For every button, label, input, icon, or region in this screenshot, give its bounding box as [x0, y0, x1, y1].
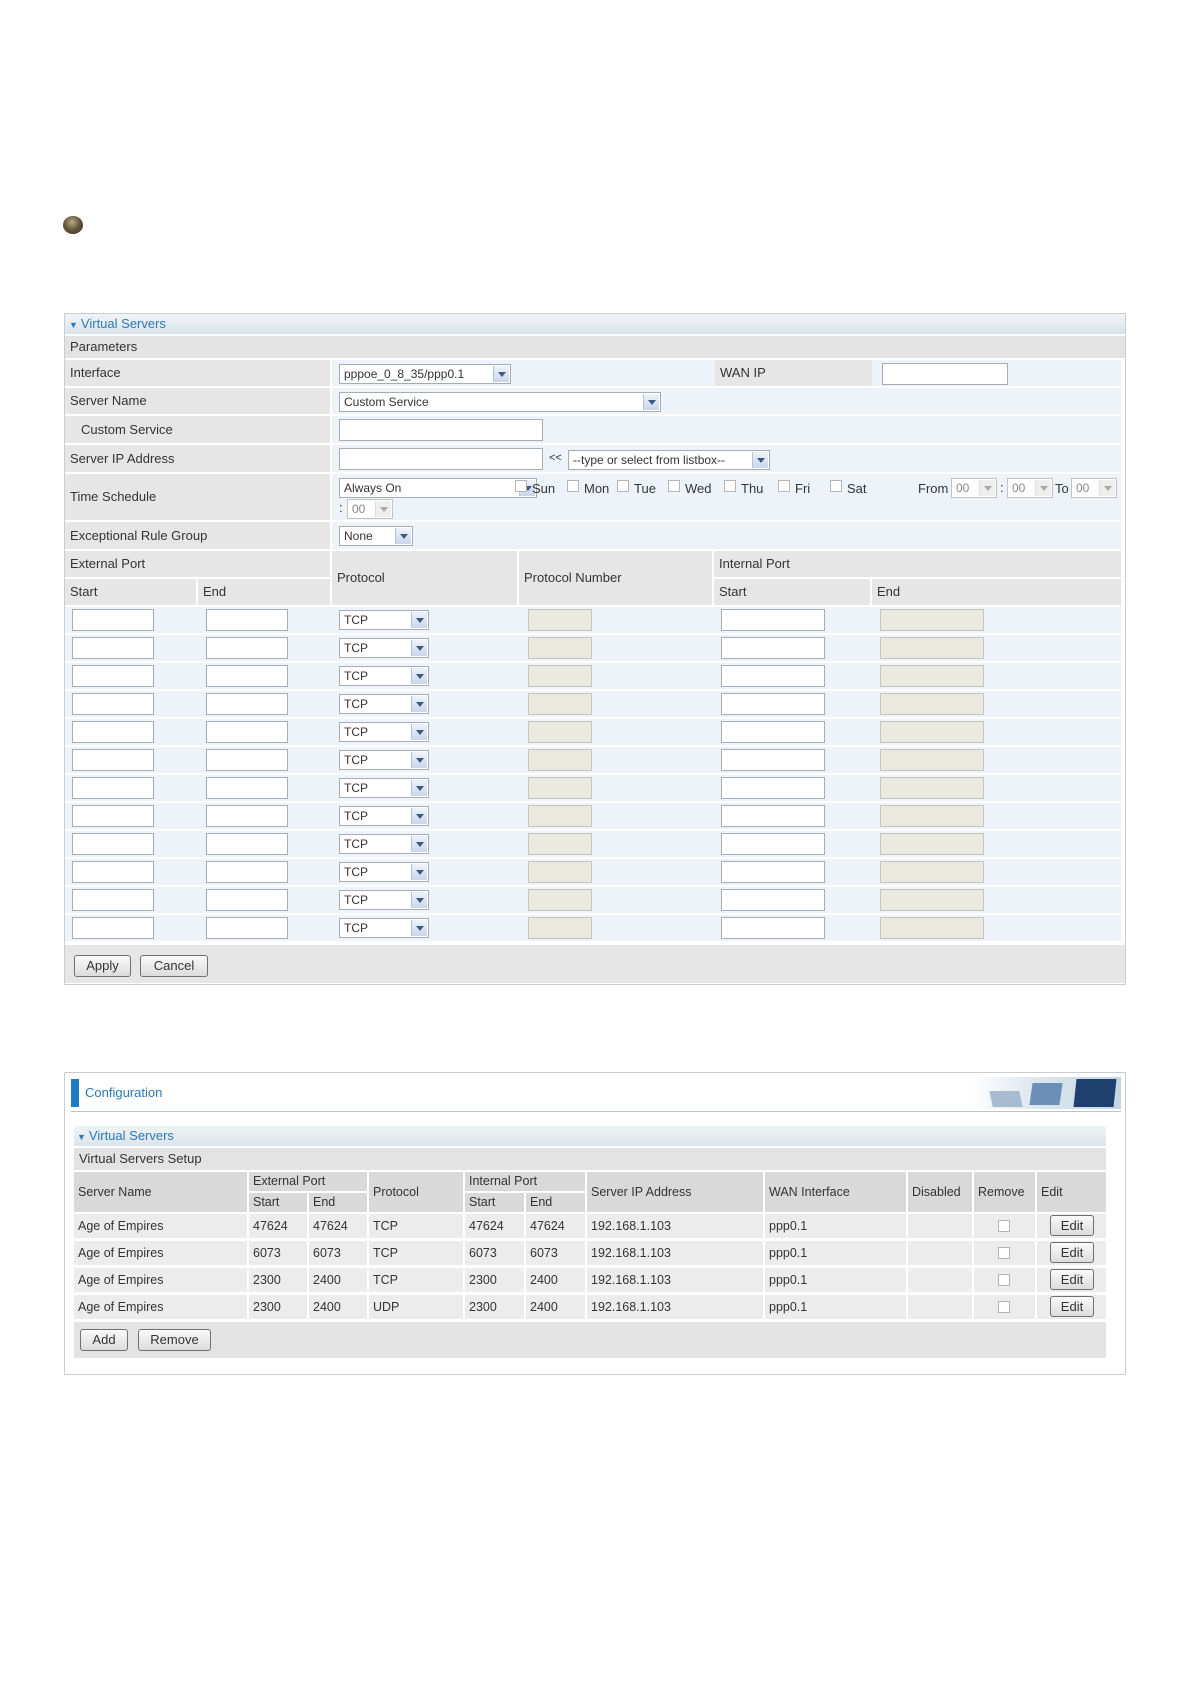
- protocol-select[interactable]: TCP: [339, 834, 429, 854]
- internal-end-input: [880, 805, 984, 827]
- cell-wan: ppp0.1: [765, 1214, 906, 1238]
- protocol-number-input: [528, 777, 592, 799]
- header-protocol: Protocol: [369, 1172, 463, 1212]
- chevron-down-icon: [411, 612, 427, 628]
- chevron-down-icon: [411, 724, 427, 740]
- internal-end-input: [880, 609, 984, 631]
- protocol-select[interactable]: TCP: [339, 890, 429, 910]
- day-checkbox-sat[interactable]: [830, 480, 842, 492]
- protocol-number-input: [528, 637, 592, 659]
- external-start-input[interactable]: [72, 721, 154, 743]
- chevron-down-icon: [411, 752, 427, 768]
- header-server-ip: Server IP Address: [587, 1172, 763, 1212]
- external-end-input[interactable]: [206, 637, 288, 659]
- internal-end-input: [880, 889, 984, 911]
- protocol-select[interactable]: TCP: [339, 806, 429, 826]
- cell-disabled: [908, 1295, 972, 1319]
- internal-end-input: [880, 721, 984, 743]
- cell-ip: 192.168.1.103: [587, 1214, 763, 1238]
- edit-button[interactable]: Edit: [1050, 1296, 1094, 1317]
- day-label-sat: Sat: [847, 481, 867, 496]
- from-minute-select[interactable]: 00: [1007, 478, 1053, 498]
- external-start-input[interactable]: [72, 609, 154, 631]
- add-button[interactable]: Add: [80, 1329, 128, 1351]
- protocol-select[interactable]: TCP: [339, 862, 429, 882]
- chevron-down-icon: [411, 780, 427, 796]
- protocol-number-input: [528, 917, 592, 939]
- wan-ip-label: WAN IP: [715, 360, 872, 386]
- remove-checkbox[interactable]: [998, 1247, 1010, 1259]
- header-remove: Remove: [974, 1172, 1035, 1212]
- cell-disabled: [908, 1241, 972, 1265]
- remove-checkbox[interactable]: [998, 1301, 1010, 1313]
- configuration-panel: [64, 1072, 1126, 1375]
- chevron-down-icon: [411, 864, 427, 880]
- chevron-down-icon: [411, 920, 427, 936]
- edit-button[interactable]: Edit: [1050, 1215, 1094, 1236]
- protocol-select[interactable]: TCP: [339, 918, 429, 938]
- exceptional-rule-label: Exceptional Rule Group: [65, 522, 330, 549]
- cell-int-end: 2400: [526, 1268, 585, 1292]
- internal-end-input: [880, 833, 984, 855]
- cell-ip: 192.168.1.103: [587, 1268, 763, 1292]
- internal-start-input[interactable]: [721, 777, 825, 799]
- chevron-down-icon: [411, 808, 427, 824]
- external-start-header: Start: [65, 579, 196, 605]
- external-port-header: External Port: [65, 551, 330, 577]
- cell-name: Age of Empires: [74, 1295, 247, 1319]
- cell-protocol: UDP: [369, 1295, 463, 1319]
- day-checkbox-mon[interactable]: [567, 480, 579, 492]
- protocol-number-input: [528, 861, 592, 883]
- chevron-down-icon: [375, 501, 391, 517]
- header-int-start: Start: [465, 1193, 524, 1212]
- cell-ip: 192.168.1.103: [587, 1241, 763, 1265]
- external-start-input[interactable]: [72, 665, 154, 687]
- header-wan-interface: WAN Interface: [765, 1172, 906, 1212]
- internal-end-input: [880, 917, 984, 939]
- cell-int-end: 2400: [526, 1295, 585, 1319]
- external-start-input[interactable]: [72, 861, 154, 883]
- day-label-fri: Fri: [795, 481, 811, 496]
- cell-ext-end: 6073: [309, 1241, 367, 1265]
- protocol-select[interactable]: TCP: [339, 722, 429, 742]
- header-ext-start: Start: [249, 1193, 307, 1212]
- time-colon: :: [1000, 480, 1004, 495]
- protocol-select[interactable]: TCP: [339, 694, 429, 714]
- cell-protocol: TCP: [369, 1241, 463, 1265]
- internal-end-input: [880, 637, 984, 659]
- chevron-down-icon: [643, 394, 659, 410]
- chevron-down-icon: [411, 640, 427, 656]
- external-end-input[interactable]: [206, 609, 288, 631]
- cell-int-start: 6073: [465, 1241, 524, 1265]
- server-ip-input[interactable]: [339, 448, 543, 470]
- external-start-input[interactable]: [72, 749, 154, 771]
- server-ip-arrow: <<: [549, 452, 562, 464]
- cancel-button[interactable]: Cancel: [140, 955, 208, 977]
- cell-int-start: 2300: [465, 1268, 524, 1292]
- to-minute-select[interactable]: 00: [347, 499, 393, 519]
- external-start-input[interactable]: [72, 833, 154, 855]
- cell-disabled: [908, 1268, 972, 1292]
- cell-name: Age of Empires: [74, 1241, 247, 1265]
- day-label-thu: Thu: [741, 481, 764, 496]
- day-label-tue: Tue: [634, 481, 656, 496]
- internal-end-input: [880, 665, 984, 687]
- protocol-select[interactable]: TCP: [339, 778, 429, 798]
- from-label: From: [918, 481, 949, 496]
- edit-button[interactable]: Edit: [1050, 1242, 1094, 1263]
- external-end-input[interactable]: [206, 665, 288, 687]
- protocol-number-input: [528, 609, 592, 631]
- network-banner-icon: [971, 1077, 1121, 1109]
- chevron-down-icon: [493, 366, 509, 382]
- internal-start-input[interactable]: [721, 637, 825, 659]
- header-disabled: Disabled: [908, 1172, 972, 1212]
- collapse-triangle-icon[interactable]: ▼: [77, 1132, 86, 1142]
- virtual-servers-form-panel: [64, 313, 1126, 985]
- protocol-number-input: [528, 833, 592, 855]
- day-label-mon: Mon: [584, 481, 610, 496]
- setup-label: Virtual Servers Setup: [74, 1148, 1106, 1170]
- day-checkbox-thu[interactable]: [724, 480, 736, 492]
- chevron-down-icon: [411, 892, 427, 908]
- collapse-triangle-icon[interactable]: ▼: [69, 320, 78, 330]
- internal-end-input: [880, 861, 984, 883]
- chevron-down-icon: [752, 452, 768, 468]
- remove-checkbox[interactable]: [998, 1274, 1010, 1286]
- cell-wan: ppp0.1: [765, 1268, 906, 1292]
- protocol-number-input: [528, 805, 592, 827]
- protocol-number-input: [528, 721, 592, 743]
- cell-int-end: 6073: [526, 1241, 585, 1265]
- cell-ext-end: 2400: [309, 1268, 367, 1292]
- edit-button[interactable]: Edit: [1050, 1269, 1094, 1290]
- cell-ip: 192.168.1.103: [587, 1295, 763, 1319]
- cell-ext-end: 47624: [309, 1214, 367, 1238]
- external-start-input[interactable]: [72, 889, 154, 911]
- cell-disabled: [908, 1214, 972, 1238]
- external-end-header: End: [198, 579, 330, 605]
- virtual-servers-title: ▼ Virtual Servers: [74, 1126, 1106, 1146]
- internal-start-input[interactable]: [721, 609, 825, 631]
- apply-button[interactable]: Apply: [74, 955, 131, 977]
- header-int-end: End: [526, 1193, 585, 1212]
- external-start-input[interactable]: [72, 637, 154, 659]
- internal-start-input[interactable]: [721, 665, 825, 687]
- external-end-input[interactable]: [206, 749, 288, 771]
- wan-ip-input[interactable]: [882, 363, 1008, 385]
- internal-start-input[interactable]: [721, 833, 825, 855]
- external-start-input[interactable]: [72, 917, 154, 939]
- external-start-input[interactable]: [72, 777, 154, 799]
- cell-name: Age of Empires: [74, 1214, 247, 1238]
- parameters-label: Parameters: [70, 339, 138, 354]
- internal-start-input[interactable]: [721, 805, 825, 827]
- interface-select[interactable]: pppoe_0_8_35/ppp0.1: [339, 364, 511, 384]
- header-edit: Edit: [1037, 1172, 1106, 1212]
- day-label-wed: Wed: [685, 481, 712, 496]
- internal-start-header: Start: [714, 579, 870, 605]
- internal-start-input[interactable]: [721, 917, 825, 939]
- header-external-port: External Port: [249, 1172, 367, 1191]
- panel-title: ▼ Virtual Servers: [65, 314, 1125, 334]
- cell-ext-start: 47624: [249, 1214, 307, 1238]
- remove-button[interactable]: Remove: [138, 1329, 211, 1351]
- external-end-input[interactable]: [206, 833, 288, 855]
- external-start-input[interactable]: [72, 805, 154, 827]
- external-end-input[interactable]: [206, 889, 288, 911]
- cell-ext-start: 2300: [249, 1268, 307, 1292]
- time-colon: :: [339, 500, 343, 515]
- protocol-select[interactable]: TCP: [339, 750, 429, 770]
- protocol-header: Protocol: [332, 551, 517, 605]
- internal-start-input[interactable]: [721, 749, 825, 771]
- cell-wan: ppp0.1: [765, 1295, 906, 1319]
- custom-service-input[interactable]: [339, 419, 543, 441]
- external-end-input[interactable]: [206, 693, 288, 715]
- internal-end-input: [880, 749, 984, 771]
- cell-ext-end: 2400: [309, 1295, 367, 1319]
- external-end-input[interactable]: [206, 721, 288, 743]
- internal-start-input[interactable]: [721, 721, 825, 743]
- chevron-down-icon: [411, 836, 427, 852]
- protocol-number-input: [528, 749, 592, 771]
- cell-protocol: TCP: [369, 1214, 463, 1238]
- chevron-down-icon: [395, 528, 411, 544]
- cell-int-start: 47624: [465, 1214, 524, 1238]
- server-ip-label: Server IP Address: [65, 445, 330, 472]
- chevron-down-icon: [1035, 480, 1051, 496]
- external-end-input[interactable]: [206, 861, 288, 883]
- remove-checkbox[interactable]: [998, 1220, 1010, 1232]
- protocol-select[interactable]: TCP: [339, 610, 429, 630]
- time-schedule-select[interactable]: Always On: [339, 478, 537, 498]
- protocol-number-input: [528, 665, 592, 687]
- chevron-down-icon: [411, 696, 427, 712]
- interface-label: Interface: [65, 360, 330, 386]
- day-checkbox-wed[interactable]: [668, 480, 680, 492]
- from-hour-select[interactable]: 00: [951, 478, 997, 498]
- internal-start-input[interactable]: [721, 889, 825, 911]
- protocol-number-input: [528, 889, 592, 911]
- header-ext-end: End: [309, 1193, 367, 1212]
- header-internal-port: Internal Port: [465, 1172, 585, 1191]
- internal-end-input: [880, 693, 984, 715]
- protocol-number-input: [528, 693, 592, 715]
- day-checkbox-fri[interactable]: [778, 480, 790, 492]
- cell-name: Age of Empires: [74, 1268, 247, 1292]
- to-label: To: [1055, 481, 1069, 496]
- time-schedule-label: Time Schedule: [65, 474, 330, 520]
- day-checkbox-sun[interactable]: [515, 480, 527, 492]
- exceptional-rule-select[interactable]: None: [339, 526, 413, 546]
- bullet-icon: [63, 216, 83, 234]
- internal-end-header: End: [872, 579, 1121, 605]
- day-label-sun: Sun: [532, 481, 556, 496]
- protocol-number-header: Protocol Number: [519, 551, 712, 605]
- external-end-input[interactable]: [206, 777, 288, 799]
- cell-ext-start: 2300: [249, 1295, 307, 1319]
- server-ip-select[interactable]: --type or select from listbox--: [568, 450, 770, 470]
- custom-service-label: Custom Service: [65, 416, 330, 443]
- internal-start-input[interactable]: [721, 861, 825, 883]
- protocol-select[interactable]: TCP: [339, 638, 429, 658]
- protocol-select[interactable]: TCP: [339, 666, 429, 686]
- external-end-input[interactable]: [206, 917, 288, 939]
- internal-start-input[interactable]: [721, 693, 825, 715]
- day-checkbox-tue[interactable]: [617, 480, 629, 492]
- section-marker: [71, 1079, 79, 1107]
- configuration-title: Configuration: [85, 1085, 163, 1100]
- server-name-select[interactable]: Custom Service: [339, 392, 661, 412]
- cell-ext-start: 6073: [249, 1241, 307, 1265]
- cell-int-end: 47624: [526, 1214, 585, 1238]
- internal-end-input: [880, 777, 984, 799]
- external-start-input[interactable]: [72, 693, 154, 715]
- cell-int-start: 2300: [465, 1295, 524, 1319]
- to-hour-select[interactable]: 00: [1071, 478, 1117, 498]
- cell-wan: ppp0.1: [765, 1241, 906, 1265]
- chevron-down-icon: [1099, 480, 1115, 496]
- chevron-down-icon: [411, 668, 427, 684]
- cell-protocol: TCP: [369, 1268, 463, 1292]
- chevron-down-icon: [979, 480, 995, 496]
- external-end-input[interactable]: [206, 805, 288, 827]
- server-name-label: Server Name: [65, 388, 330, 414]
- header-server-name: Server Name: [74, 1172, 247, 1212]
- internal-port-header: Internal Port: [714, 551, 1121, 577]
